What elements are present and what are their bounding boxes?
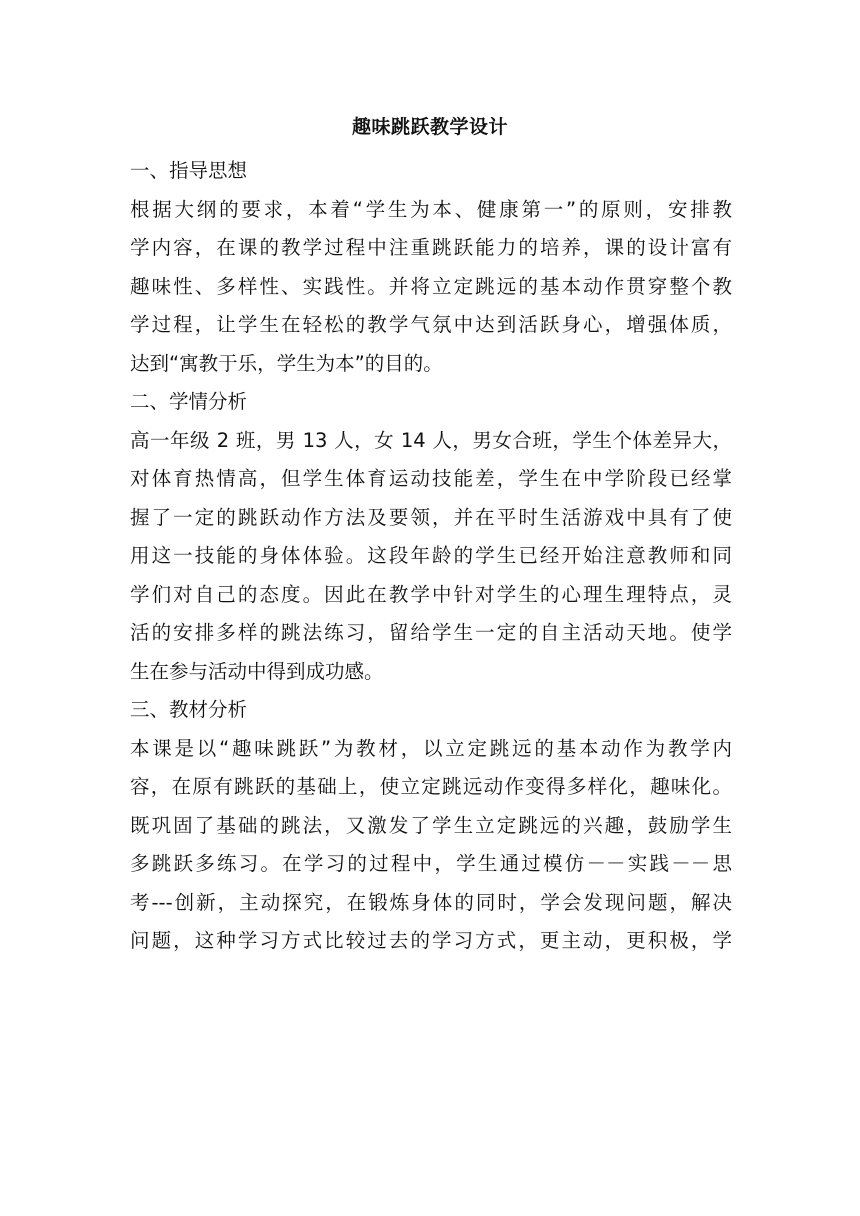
section-heading-student-analysis: 二、学情分析 [130,390,248,413]
text-line: 用这一技能的身体体验。这段年龄的学生已经开始注意教师和同 [130,544,732,567]
text-line: 多跳跃多练习。在学习的过程中，学生通过模仿－－实践－－思 [130,852,732,875]
section-heading-guiding-ideology: 一、指导思想 [130,159,248,182]
document-body [130,152,732,961]
document-title: 趣味跳跃教学设计 [351,116,508,138]
text-line: 根据大纲的要求，本着“学生为本、健康第一”的原则，安排教 [130,197,732,221]
text-line: 达到“寓教于乐，学生为本”的目的。 [130,351,443,375]
text-line: 学内容，在课的教学过程中注重跳跃能力的培养，课的设计富有 [130,236,732,259]
text-line: 学过程，让学生在轻松的教学气氛中达到活跃身心，增强体质， [130,313,732,336]
section-heading-material-analysis: 三、教材分析 [130,698,248,721]
text-line: 趣味性、多样性、实践性。并将立定跳远的基本动作贯穿整个教 [130,274,732,298]
text-line: 高一年级 2 班，男 13 人，女 14 人，男女合班，学生个体差异大， [130,428,732,452]
text-line: 考---创新，主动探究，在锻炼身体的同时，学会发现问题，解决 [130,890,732,914]
text-line: 握了一定的跳跃动作方法及要领，并在平时生活游戏中具有了使 [130,505,732,529]
text-line: 容，在原有跳跃的基础上，使立定跳远动作变得多样化，趣味化。 [130,775,732,798]
text-line: 对体育热情高，但学生体育运动技能差，学生在中学阶段已经掌 [130,467,732,490]
text-line: 生在参与活动中得到成功感。 [130,659,384,683]
text-line: 本课是以“趣味跳跃”为教材，以立定跳远的基本动作为教学内 [130,736,732,760]
text-line: 既巩固了基础的跳法，又激发了学生立定跳远的兴趣，鼓励学生 [130,813,732,837]
text-line: 学们对自己的态度。因此在教学中针对学生的心理生理特点，灵 [130,582,732,606]
text-line: 活的安排多样的跳法练习，留给学生一定的自主活动天地。使学 [130,621,732,644]
text-line: 问题，这种学习方式比较过去的学习方式，更主动，更积极，学 [130,929,732,952]
